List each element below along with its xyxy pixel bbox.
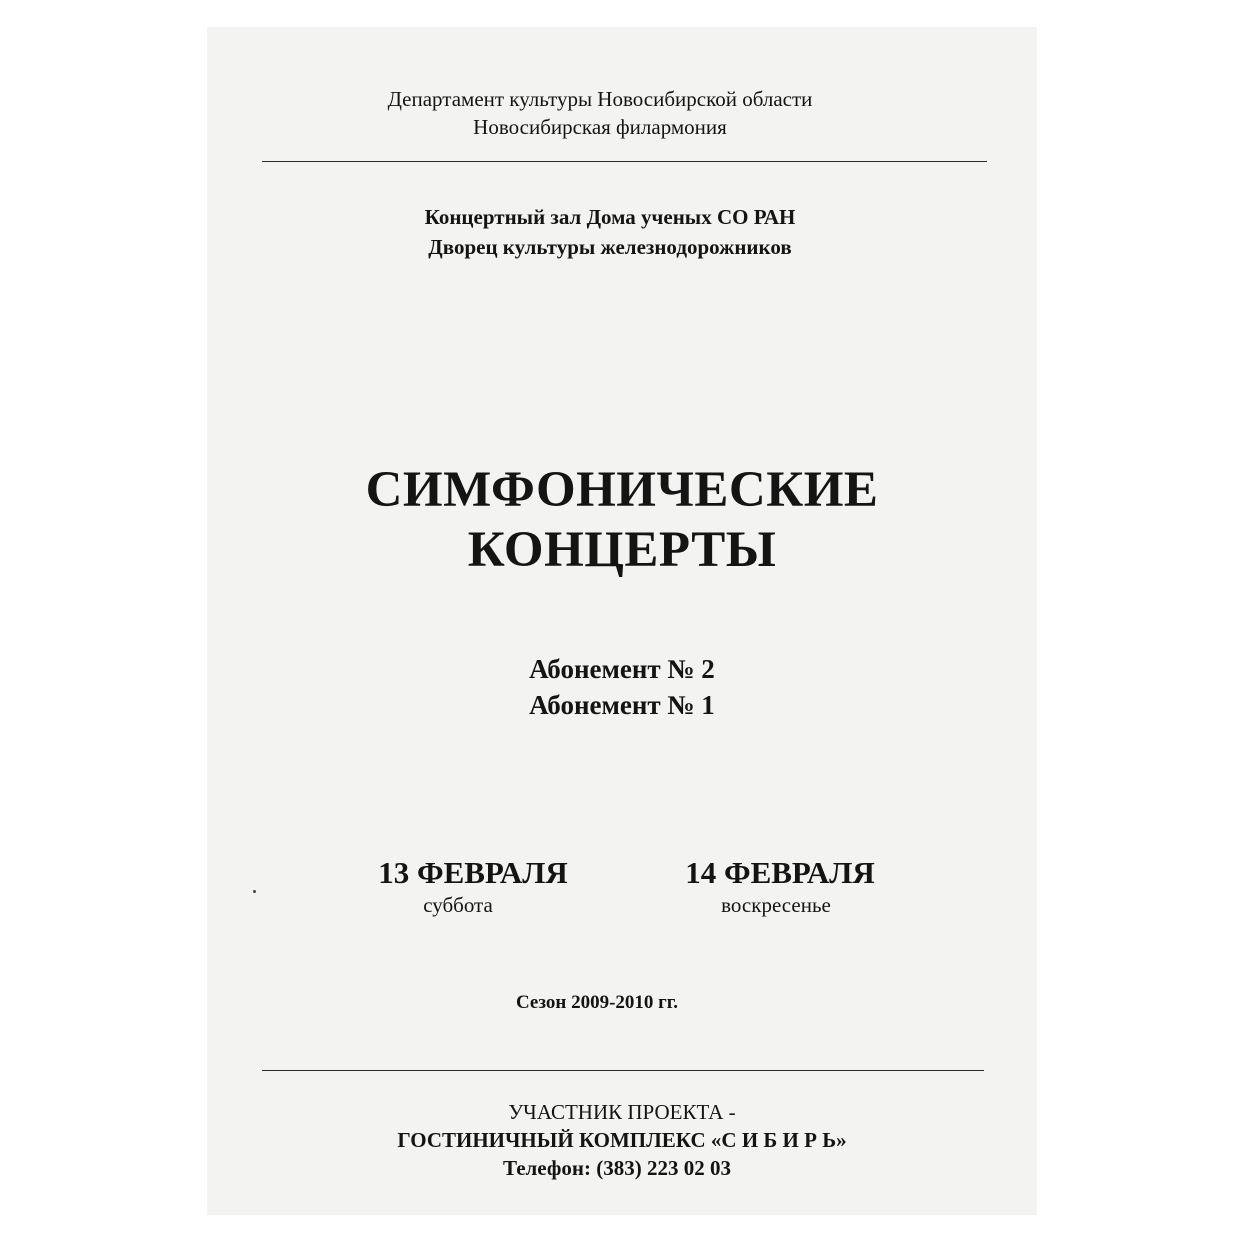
project-participant: УЧАСТНИК ПРОЕКТА - (508, 1100, 736, 1124)
organization-name: Новосибирская филармония (473, 115, 727, 139)
department-name: Департамент культуры Новосибирской области (387, 87, 813, 111)
program-page (207, 27, 1037, 1215)
subscription-1: Абонемент № 1 (529, 690, 715, 720)
sponsor-name: ГОСТИНИЧНЫЙ КОМПЛЕКС «С И Б И Р Ь» (397, 1128, 847, 1152)
phone-number: Телефон: (383) 223 02 03 (503, 1156, 731, 1180)
date-block-1 (323, 855, 623, 918)
concert-date-1: 13 ФЕВРАЛЯ (378, 855, 568, 890)
concert-weekday-1: суббота (423, 893, 493, 917)
concert-title-line-2: КОНЦЕРТЫ (467, 522, 777, 578)
venue-2: Дворец культуры железнодорожников (428, 235, 792, 259)
top-divider (262, 161, 987, 162)
concert-weekday-2: воскресенье (721, 893, 831, 917)
bottom-divider (262, 1070, 984, 1071)
subscription-2: Абонемент № 2 (529, 654, 715, 684)
season: Сезон 2009-2010 гг. (515, 992, 679, 1013)
venue-1: Концертный зал Дома ученых СО РАН (424, 205, 796, 229)
concert-title-line-1: СИМФОНИЧЕСКИЕ (365, 462, 879, 518)
date-block-2 (630, 855, 930, 918)
scan-speck (253, 890, 256, 893)
concert-date-2: 14 ФЕВРАЛЯ (685, 855, 875, 890)
